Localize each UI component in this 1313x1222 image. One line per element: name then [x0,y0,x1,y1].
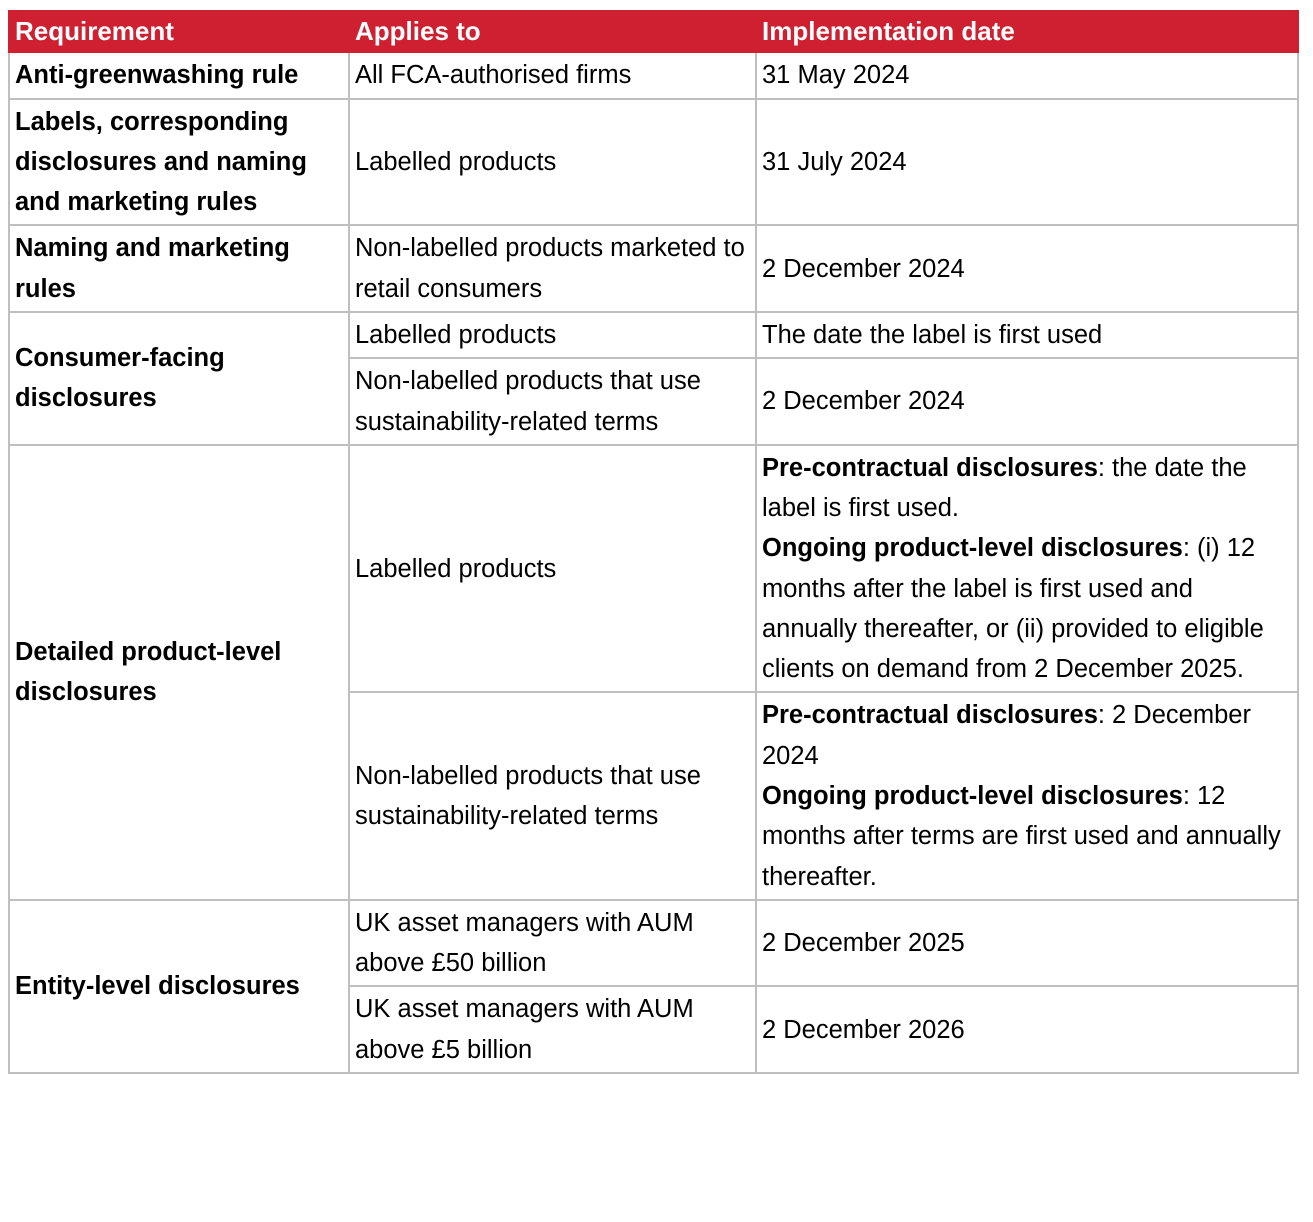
implementation-date-cell: 2 December 2026 [756,986,1298,1073]
table-row [9,445,1298,693]
applies-to-cell: Labelled products [349,312,756,358]
ongoing-paragraph [762,528,1293,689]
sdr-implementation-timetable [8,10,1299,1074]
table-body [9,52,1298,1073]
requirement-cell: Naming and marketing rules [9,225,349,312]
applies-to-cell: Non-labelled products marketed to retail consumers [349,225,756,312]
applies-to-cell: Non-labelled products that use sustainability-related terms [349,692,756,899]
table-row [9,52,1298,98]
ongoing-label: Ongoing product-level disclosures [762,534,1183,563]
table-header [9,11,1298,52]
ongoing-text: : 12 months after terms are first used and annually thereafter. [762,782,1281,891]
pre-contractual-text: : the date the label is first used. [762,453,1247,523]
column-header-implementation-date: Implementation date [756,11,1298,52]
ongoing-paragraph [762,776,1293,897]
applies-to-cell: UK asset managers with AUM above £50 billion [349,900,756,987]
table-row [9,900,1298,987]
applies-to-cell: UK asset managers with AUM above £5 billion [349,986,756,1073]
pre-contractual-label: Pre-contractual disclosures [762,453,1098,482]
requirement-cell: Detailed product-level disclosures [9,445,349,900]
column-header-requirement: Requirement [9,11,349,52]
pre-contractual-label: Pre-contractual disclosures [762,701,1098,730]
implementation-date-cell: 2 December 2024 [756,358,1298,445]
requirement-cell: Consumer-facing disclosures [9,312,349,445]
pre-contractual-paragraph [762,448,1293,529]
applies-to-cell: Non-labelled products that use sustainability-related terms [349,358,756,445]
requirement-cell: Labels, corresponding disclosures and naming and marketing rules [9,99,349,226]
implementation-date-cell: 2 December 2024 [756,225,1298,312]
pre-contractual-paragraph [762,695,1293,776]
requirement-cell: Anti-greenwashing rule [9,52,349,98]
implementation-date-cell: 2 December 2025 [756,900,1298,987]
ongoing-text: : (i) 12 months after the label is first used and annually thereafter, or (ii) provided to eligible clients on demand from 2 December 2025. [762,534,1264,684]
applies-to-cell: Labelled products [349,445,756,693]
applies-to-cell: All FCA-authorised firms [349,52,756,98]
implementation-date-cell: The date the label is first used [756,312,1298,358]
ongoing-label: Ongoing product-level disclosures [762,782,1183,811]
header-row [9,11,1298,52]
applies-to-cell: Labelled products [349,99,756,226]
implementation-date-cell [756,445,1298,693]
table-row [9,99,1298,226]
implementation-date-cell: 31 July 2024 [756,99,1298,226]
table-row [9,312,1298,358]
requirement-cell: Entity-level disclosures [9,900,349,1073]
table-row [9,225,1298,312]
column-header-applies-to: Applies to [349,11,756,52]
implementation-date-cell [756,692,1298,899]
implementation-date-cell: 31 May 2024 [756,52,1298,98]
pre-contractual-text: : 2 December 2024 [762,701,1251,770]
